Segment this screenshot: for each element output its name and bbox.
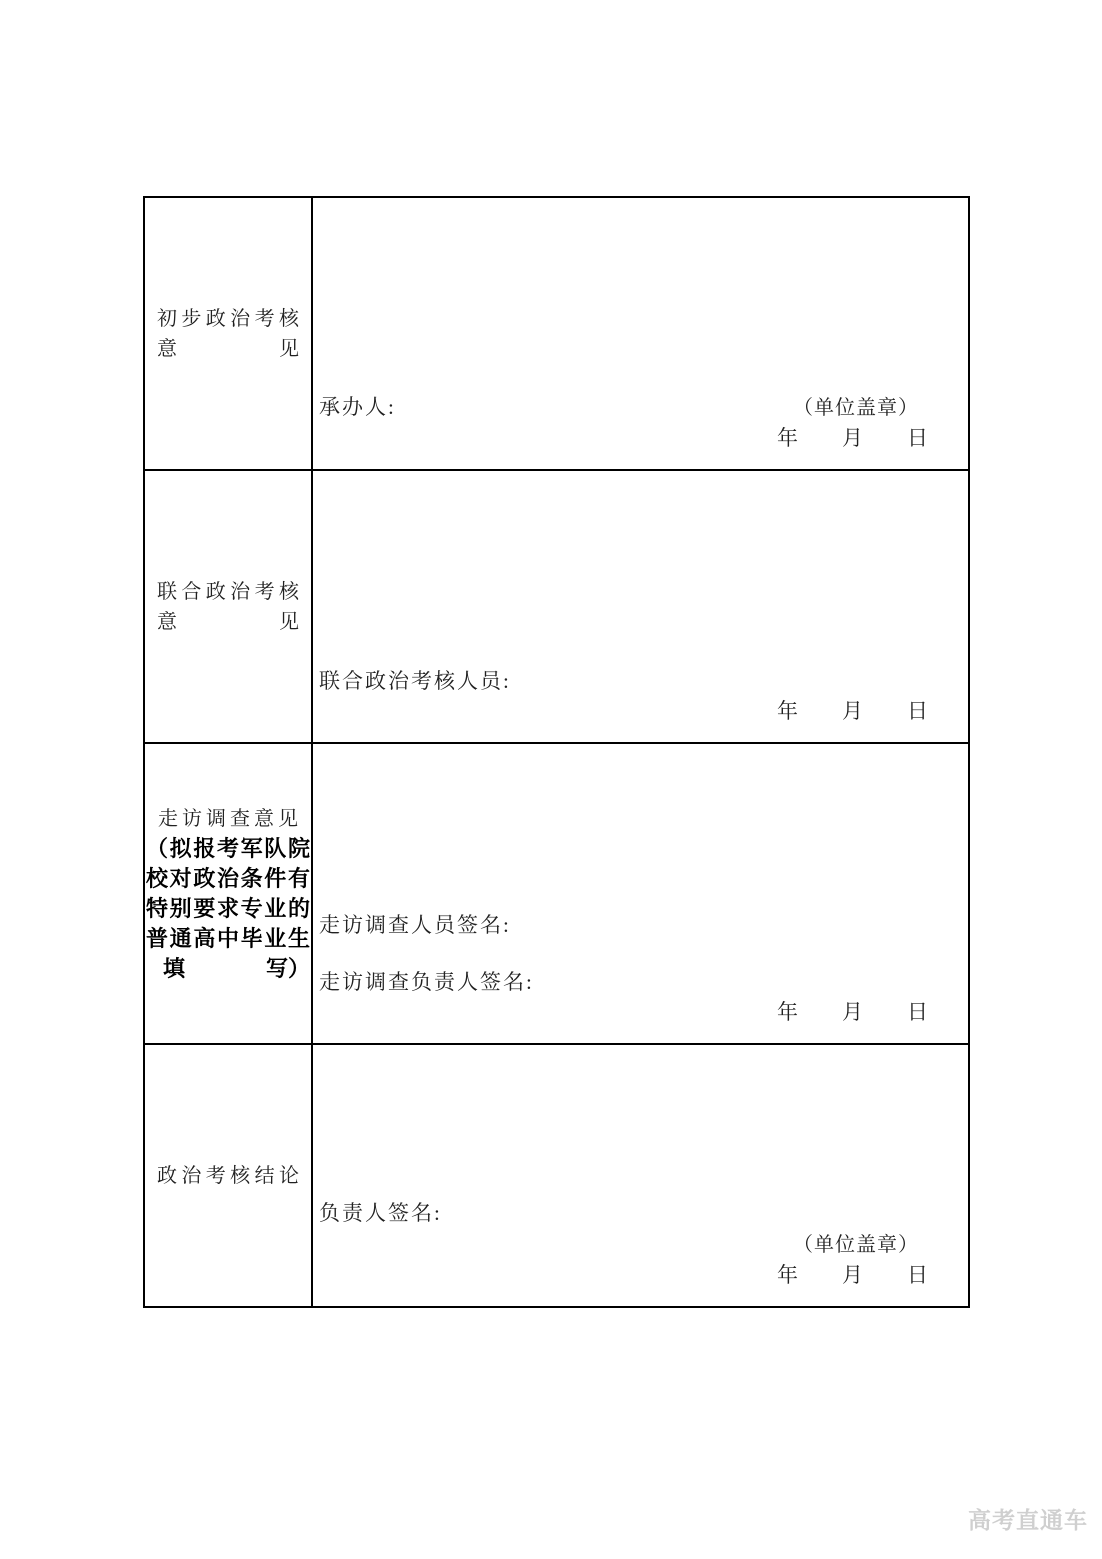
content-cell-visit-investigation xyxy=(312,743,969,1044)
handler-seal-line xyxy=(319,392,968,423)
row-joint-review xyxy=(144,470,969,743)
row-label-line1: 初 步 政 治 考 核 xyxy=(157,307,299,330)
label-cell-preliminary-review xyxy=(144,197,312,470)
content-cell-joint-review xyxy=(312,470,969,743)
row-label xyxy=(157,1161,299,1191)
row-label-line2-end: 见 xyxy=(279,337,299,360)
date-year-label: 年 xyxy=(777,1000,798,1024)
date-year-label: 年 xyxy=(777,426,798,450)
political-review-table xyxy=(143,196,970,1308)
date-line xyxy=(319,423,968,453)
date-year-label: 年 xyxy=(777,699,798,723)
note-last-line xyxy=(146,954,310,984)
visit-investigation-content xyxy=(313,910,968,1043)
date-day-label: 日 xyxy=(907,699,928,723)
row-preliminary-review xyxy=(144,197,969,470)
row-label xyxy=(157,304,299,364)
handler-label: 承办人: xyxy=(319,395,396,419)
date-month-label: 月 xyxy=(842,699,863,723)
row-label-line2-end: 见 xyxy=(279,610,299,633)
row-label-line1: 联 合 政 治 考 核 xyxy=(157,580,299,603)
watermark-gaokao-express: 高考直通车 xyxy=(968,1507,1088,1533)
row-label xyxy=(146,804,310,984)
row-visit-investigation xyxy=(144,743,969,1044)
date-month-label: 月 xyxy=(842,426,863,450)
content-cell-review-conclusion xyxy=(312,1044,969,1307)
row-label xyxy=(157,577,299,637)
label-cell-joint-review xyxy=(144,470,312,743)
visit-supervisor-sign-label: 走访调查负责人签名: xyxy=(319,970,534,994)
note-last-end: 写） xyxy=(265,955,310,981)
date-line xyxy=(319,1260,968,1290)
date-day-label: 日 xyxy=(907,1263,928,1287)
row-label-line2-start: 意 xyxy=(157,610,177,633)
row-label-line2 xyxy=(157,607,299,637)
note-line: 校 对 政 治 条 件 有 xyxy=(146,865,310,891)
row-label-line1: 政 治 考 核 结 论 xyxy=(157,1164,299,1187)
content-cell-preliminary-review xyxy=(312,197,969,470)
label-cell-visit-investigation xyxy=(144,743,312,1044)
joint-personnel-label: 联合政治考核人员: xyxy=(319,669,511,693)
date-year-label: 年 xyxy=(777,1263,798,1287)
date-day-label: 日 xyxy=(907,1000,928,1024)
label-cell-review-conclusion xyxy=(144,1044,312,1307)
note-line: 普 通 高 中 毕 业 生 xyxy=(146,925,310,951)
supervisor-sign-label: 负责人签名: xyxy=(319,1201,442,1225)
preliminary-review-content xyxy=(313,392,968,469)
note-last-start: 填 xyxy=(163,955,186,981)
row-review-conclusion xyxy=(144,1044,969,1307)
row-label-line2-start: 意 xyxy=(157,337,177,360)
date-line xyxy=(319,696,968,726)
row-label-note xyxy=(146,834,310,984)
row-label-line2 xyxy=(157,334,299,364)
unit-seal-label: （单位盖章） xyxy=(793,1234,919,1256)
row-label-line1: 走 访 调 查 意 见 xyxy=(158,807,298,830)
note-line: 特 别 要 求 专 业 的 xyxy=(146,895,310,921)
date-day-label: 日 xyxy=(907,426,928,450)
date-month-label: 月 xyxy=(842,1263,863,1287)
joint-review-content xyxy=(313,666,968,742)
review-conclusion-content xyxy=(313,1198,968,1306)
date-month-label: 月 xyxy=(842,1000,863,1024)
note-line: （ 拟 报 考 军 队 院 xyxy=(146,835,310,861)
visit-investigator-sign-label: 走访调查人员签名: xyxy=(319,913,511,937)
date-line xyxy=(319,997,968,1027)
unit-seal-label: （单位盖章） xyxy=(793,397,919,419)
